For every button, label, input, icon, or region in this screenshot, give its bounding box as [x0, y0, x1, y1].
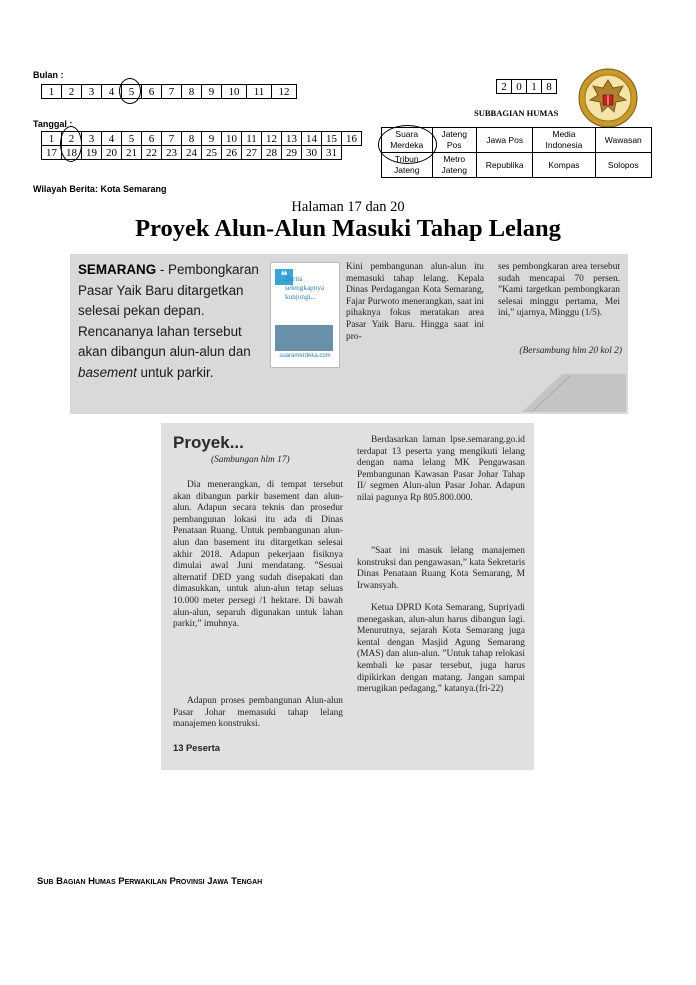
month-cell: 2 — [62, 85, 82, 99]
day-cell: 20 — [102, 146, 122, 160]
continuation-subtitle: (Sambungan hlm 17) — [211, 455, 290, 465]
day-cell: 6 — [142, 132, 162, 146]
wilayah-label: Wilayah Berita: Kota Semarang — [33, 184, 167, 194]
lead-italic: basement — [78, 364, 137, 380]
month-cell: 7 — [162, 85, 182, 99]
tanggal-label: Tanggal : — [33, 119, 73, 129]
day-cell: 4 — [102, 132, 122, 146]
day-selection-circle — [60, 126, 82, 162]
paper-wawasan: Wawasan — [595, 128, 651, 153]
lead-tail: untuk parkir. — [136, 364, 214, 380]
paper-republika: Republika — [476, 153, 532, 178]
month-cell: 1 — [42, 85, 62, 99]
day-cell: 18 — [62, 146, 82, 160]
footer-text: Sub Bagian Humas Perwakilan Provinsi Jawa Tengah — [37, 876, 263, 887]
lead-city: SEMARANG — [78, 262, 157, 277]
month-cell: 4 — [102, 85, 122, 99]
month-cell: 10 — [222, 85, 247, 99]
year-digit: 0 — [512, 80, 527, 94]
paper-selection-circle — [378, 125, 437, 164]
article-headline: Proyek Alun-Alun Masuki Tahap Lelang — [135, 215, 561, 242]
month-selection-circle — [119, 78, 141, 104]
day-cell: 3 — [82, 132, 102, 146]
page-reference: Halaman 17 dan 20 — [291, 199, 405, 215]
garuda-emblem-icon — [578, 68, 638, 128]
paper-solopos: Solopos — [595, 153, 651, 178]
month-cell: 3 — [82, 85, 102, 99]
right-paragraph-3: Ketua DPRD Kota Semarang, Supriyadi menegaskan, alun-alun harus dibangun lagi. Menurutnya, sejarah Kota Semarang juga kental dengan Masjid Agung Semarang (MAS) dan alun-alun. ”Untuk tahap relokasi kembali ke pasar tersebut, juga harus dipikirkan dengan matang. Jangan sampai merugikan pedagang,” katanya.(fri-22) — [357, 603, 525, 695]
promo-site: suaramerdeka.com — [279, 353, 331, 359]
year-digit: 8 — [542, 80, 557, 94]
month-cell: 12 — [272, 85, 297, 99]
subbagian-label: SUBBAGIAN HUMAS — [474, 108, 559, 118]
paper-jawa-pos: Jawa Pos — [476, 128, 532, 153]
month-cell: 6 — [142, 85, 162, 99]
day-cell: 27 — [242, 146, 262, 160]
day-cell: 9 — [202, 132, 222, 146]
promo-image — [275, 325, 333, 351]
day-cell: 15 — [322, 132, 342, 146]
month-cell: 9 — [202, 85, 222, 99]
background-building-image — [522, 366, 626, 412]
day-cell: 14 — [302, 132, 322, 146]
day-cell: 1 — [42, 132, 62, 146]
day-cell: 28 — [262, 146, 282, 160]
day-cell: 22 — [142, 146, 162, 160]
bulan-label: Bulan : — [33, 70, 64, 80]
day-cell: 10 — [222, 132, 242, 146]
left-paragraph-1: Dia menerangkan, di tempat tersebut akan dibangun parkir basement dan alun-alun. Adapun secara teknis dan prosedur pembangunan lokasi itu ada di Dinas Penataan Ruang. Untuk pembangunan alun-alun dan basement itu ditargetkan selesai akhir 2018. Adapun pekerjaan fisiknya dimulai awal Juni mendatang. ”Sesuai alternatif DED yang sudah disepakati dan dimasukkan, untuk alun-alun tetap seluas 10.000 meter persegi /1 hektare. Di bawah alun-alun, separuh digunakan untuk lahan parkir,” imuhnya. — [173, 480, 343, 630]
paper-jateng-pos: Jateng Pos — [432, 128, 476, 153]
promo-text: Berita selengkapnya kunjungi... — [285, 275, 325, 301]
right-paragraph-2: ”Saat ini masuk lelang manajemen konstruksi dan pengawasan,” kata Sekretaris Dinas Penataan Ruang Kota Semarang, M Irwansyah. — [357, 546, 525, 591]
left-paragraph-2: Adapun proses pembangunan Alun-alun Pasar Johar memasuki tahap lelang manajemen konstruksi. — [173, 696, 343, 730]
month-cell: 5 — [122, 85, 142, 99]
quote-icon: ❝ — [275, 269, 293, 285]
day-cell: 16 — [342, 132, 362, 146]
paper-metro-jateng: Metro Jateng — [432, 153, 476, 178]
day-cell: 12 — [262, 132, 282, 146]
day-cell: 23 — [162, 146, 182, 160]
month-grid — [41, 84, 297, 99]
day-cell: 26 — [222, 146, 242, 160]
day-cell: 29 — [282, 146, 302, 160]
day-cell: 17 — [42, 146, 62, 160]
day-cell: 2 — [62, 132, 82, 146]
day-cell: 24 — [182, 146, 202, 160]
paper-tribun-jateng: Tribun Jateng — [382, 153, 433, 178]
day-cell: 21 — [122, 146, 142, 160]
day-cell: 7 — [162, 132, 182, 146]
year-digit: 1 — [527, 80, 542, 94]
year-digit: 2 — [497, 80, 512, 94]
promo-box — [270, 262, 340, 368]
day-cell: 13 — [282, 132, 302, 146]
subheading-peserta: 13 Peserta — [173, 742, 220, 753]
continuation-note: (Bersambung hlm 20 kol 2) — [519, 346, 622, 356]
right-paragraph-1: Berdasarkan laman lpse.semarang.go.id terdapat 13 peserta yang mengikuti lelang dengan nama lelang MK Pengawasan Pembangunan Kawasan Pasar Johar Tahap II/ segmen Alun-alun Pasar Johar. Adapun nilai pagunya Rp 805.800.000. — [357, 435, 525, 503]
day-cell: 11 — [242, 132, 262, 146]
lead-paragraph — [78, 260, 264, 383]
day-cell: 5 — [122, 132, 142, 146]
day-cell: 30 — [302, 146, 322, 160]
news-clip-continuation — [161, 423, 534, 770]
news-clip-front — [70, 254, 628, 414]
front-column-2: ses pembongkaran area tersebut sudah mencapai 70 persen. ”Kami targetkan pembongkaran selesai minggu pertama, Mei ini,” ujarnya, Minggu (1/5). — [498, 262, 620, 319]
month-cell: 8 — [182, 85, 202, 99]
front-column-1: Kini pembangunan alun-alun itu memasuki tahap lelang. Kepala Dinas Perdagangan Kota Semarang, Fajar Purwoto menerangkan, saat ini pihaknya fokus meratakan area Pasar Yaik Baru. Hingga saat ini pro- — [346, 262, 484, 342]
day-cell: 8 — [182, 132, 202, 146]
day-grid — [41, 131, 362, 160]
paper-media-indonesia: Media Indonesia — [533, 128, 595, 153]
year-grid — [496, 79, 557, 94]
empty-cell — [342, 146, 362, 160]
day-cell: 25 — [202, 146, 222, 160]
day-cell: 19 — [82, 146, 102, 160]
continuation-title: Proyek... — [173, 433, 244, 452]
month-cell: 11 — [247, 85, 272, 99]
day-cell: 31 — [322, 146, 342, 160]
lead-text: - Pembongkaran Pasar Yaik Baru ditargetkan selesai pekan depan. Rencananya lahan tersebut akan dibangun alun-alun dan — [78, 262, 259, 359]
paper-suara-merdeka: Suara Merdeka — [382, 128, 433, 153]
paper-kompas: Kompas — [533, 153, 595, 178]
